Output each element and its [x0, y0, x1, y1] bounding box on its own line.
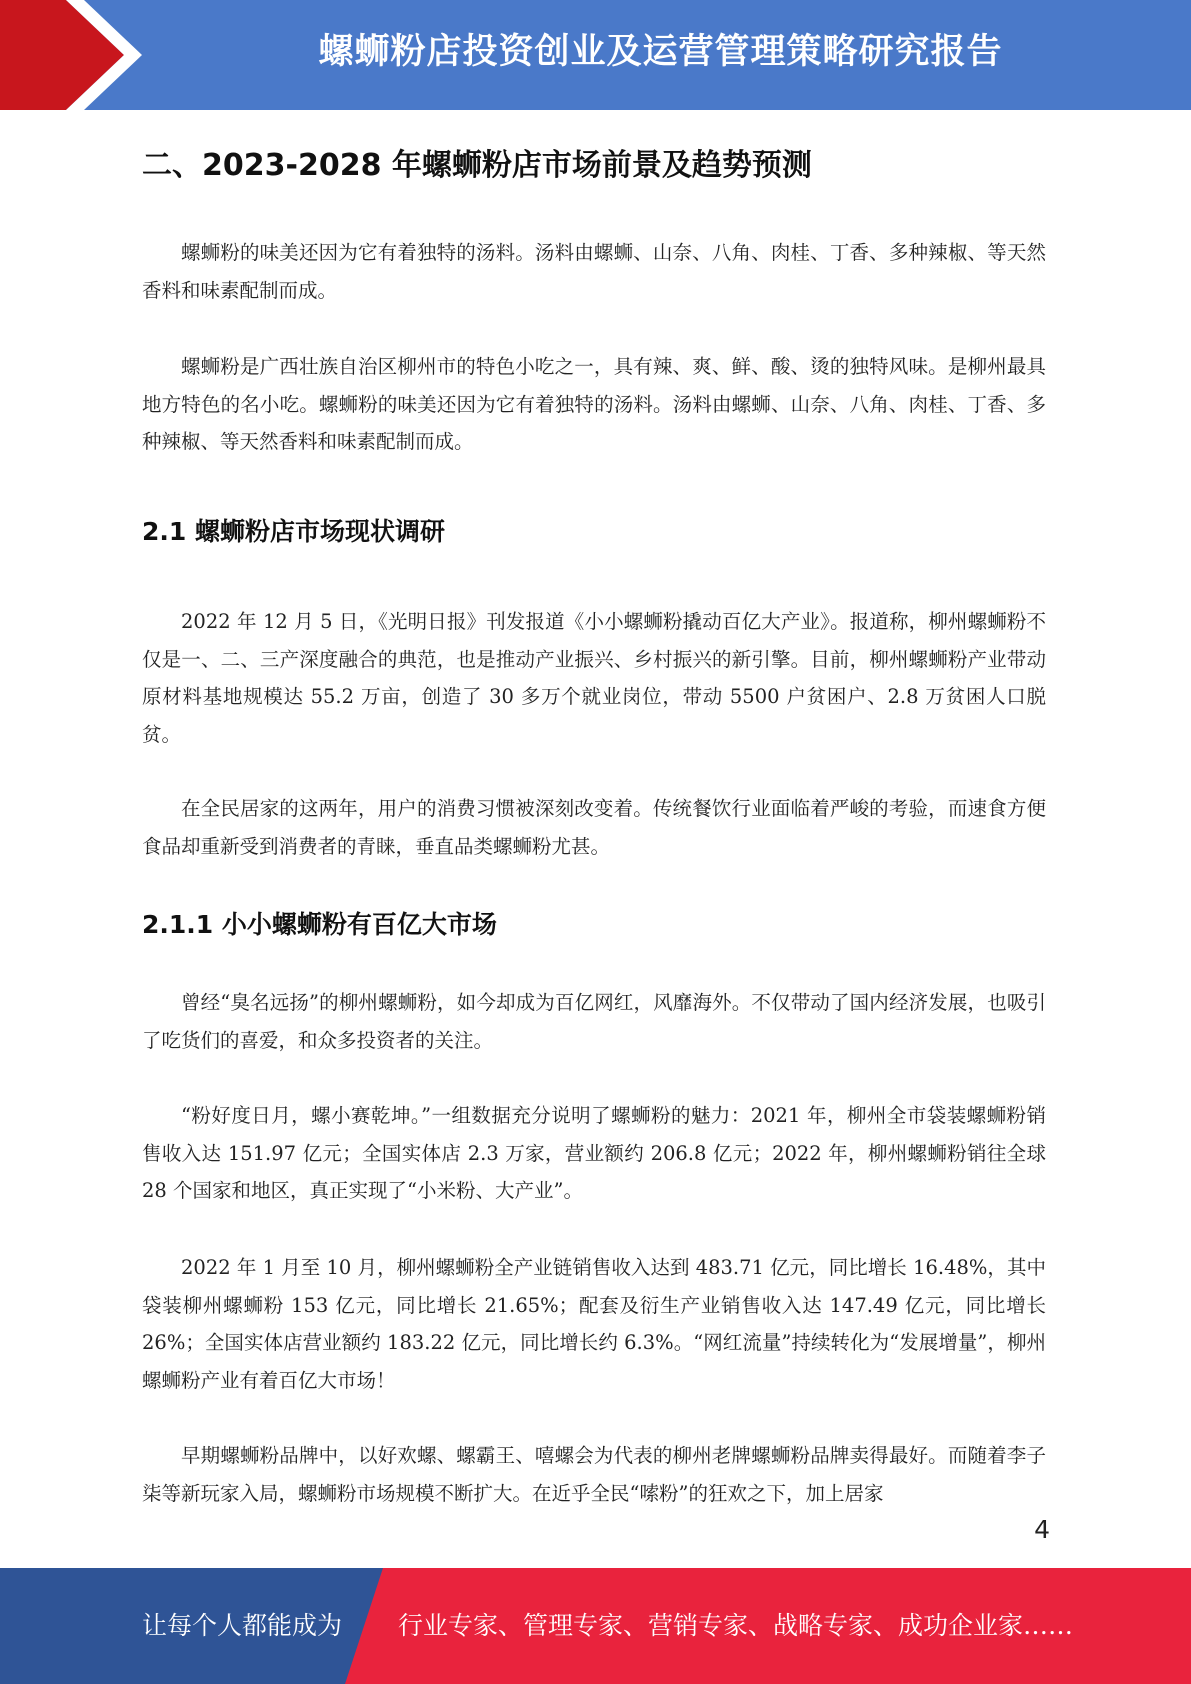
paragraph-brands: 早期螺蛳粉品牌中，以好欢螺、螺霸王、嘻螺会为代表的柳州老牌螺蛳粉品牌卖得最好。而随着李子柒等新玩家入局，螺蛳粉市场规模不断扩大。在近乎全民“嗦粉”的狂欢之下，加上居家: [142, 1444, 1046, 1505]
intro-paragraph-1: 螺蛳粉的味美还因为它有着独特的汤料。汤料由螺蛳、山奈、八角、肉桂、丁香、多种辣椒、等天然香料和味素配制而成。: [142, 241, 1046, 302]
subsection-title-2-1-1: 2.1.1 小小螺蛳粉有百亿大市场: [142, 910, 497, 939]
page-header: [0, 0, 1191, 110]
paragraph-sales-data-2022: 2022 年 1 月至 10 月，柳州螺蛳粉全产业链销售收入达到 483.71 亿元，同比增长 16.48%，其中袋装柳州螺蛳粉 153 亿元，同比增长 21.65%；配套及衍生产业销售收入达 147.49 亿元，同比增长 26%；全国实体店营业额约 183.22 亿元，同比增长约 6.3%。“网红流量”持续转化为“发展增量”，柳州螺蛳粉产业有着百亿大市场！: [142, 1256, 1046, 1392]
page-number: 4: [1034, 1515, 1050, 1544]
paragraph-consumption-habits: 在全民居家的这两年，用户的消费习惯被深刻改变着。传统餐饮行业面临着严峻的考验，而速食方便食品却重新受到消费者的青睐，垂直品类螺蛳粉尤甚。: [142, 797, 1046, 858]
paragraph-sales-data-2021: “粉好度日月，螺小赛乾坤。”一组数据充分说明了螺蛳粉的魅力：2021 年，柳州全市袋装螺蛳粉销售收入达 151.97 亿元；全国实体店 2.3 万家，营业额约 206.8 亿元；2022 年，柳州螺蛳粉销往全球 28 个国家和地区，真正实现了“小米粉、大产业”。: [142, 1104, 1046, 1202]
paragraph-market-report: 2022 年 12 月 5 日，《光明日报》刊发报道《小小螺蛳粉撬动百亿大产业》。报道称，柳州螺蛳粉不仅是一、二、三产深度融合的典范，也是推动产业振兴、乡村振兴的新引擎。目前，柳州螺蛳粉产业带动原材料基地规模达 55.2 万亩，创造了 30 多万个就业岗位，带动 5500 户贫困户、2.8 万贫困人口脱贫。: [142, 610, 1046, 746]
paragraph-internet-famous: 曾经“臭名远扬”的柳州螺蛳粉，如今却成为百亿网红，风靡海外。不仅带动了国内经济发展，也吸引了吃货们的喜爱，和众多投资者的关注。: [142, 991, 1046, 1052]
report-title: 螺蛳粉店投资创业及运营管理策略研究报告: [318, 32, 1003, 72]
intro-paragraph-2: 螺蛳粉是广西壮族自治区柳州市的特色小吃之一，具有辣、爽、鲜、酸、烫的独特风味。是柳州最具地方特色的名小吃。螺蛳粉的味美还因为它有着独特的汤料。汤料由螺蛳、山奈、八角、肉桂、丁香、多种辣椒、等天然香料和味素配制而成。: [142, 355, 1046, 453]
section-title: 二、2023-2028 年螺蛳粉店市场前景及趋势预测: [142, 148, 812, 183]
footer-slogan-left: 让每个人都能成为: [142, 1611, 343, 1640]
page-footer: [0, 1568, 1191, 1684]
footer-slogan-right: 行业专家、管理专家、营销专家、战略专家、成功企业家……: [398, 1611, 1074, 1640]
subsection-title-2-1: 2.1 螺蛳粉店市场现状调研: [142, 517, 445, 546]
